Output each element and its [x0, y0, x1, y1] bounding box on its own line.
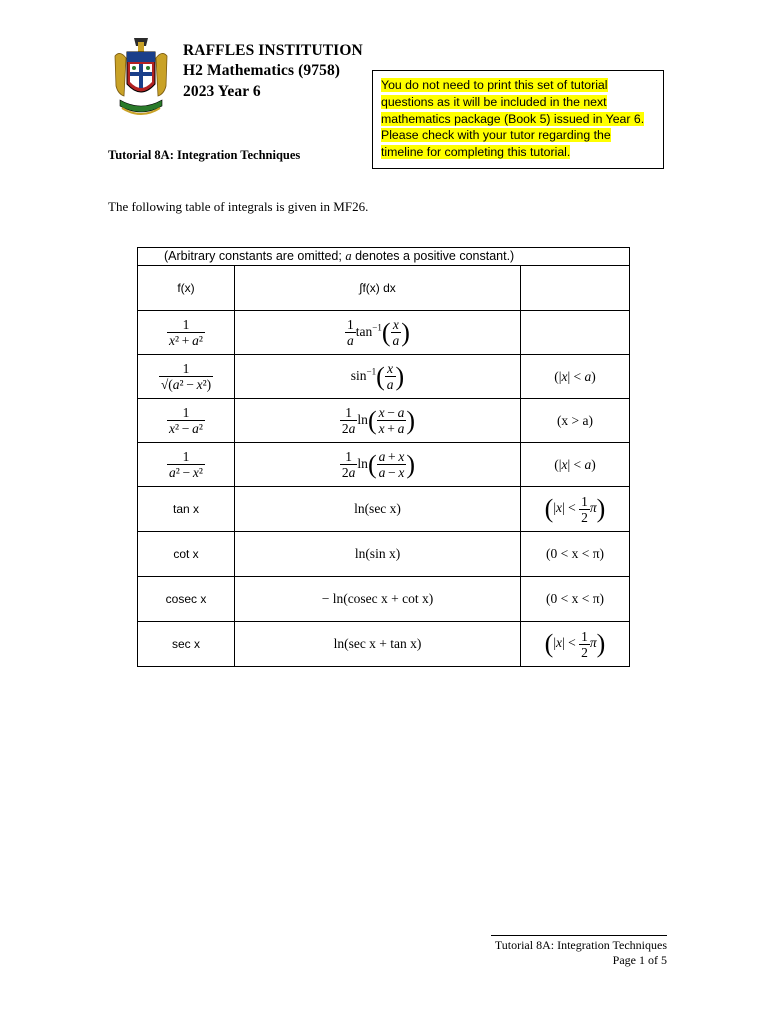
table-row: $\frac{1}{\text{√(a² − x²)}}$ $\sin^{-1}$( $\frac{x}{a}$ ) (|x| < a)	[138, 355, 630, 399]
subject-name: H2 Mathematics (9758)	[183, 62, 341, 79]
print-notice-box	[372, 70, 664, 169]
table-row: cosec x − ln(cosec x + cot x) (0 < x < π)	[138, 577, 630, 622]
header-condition	[521, 266, 630, 311]
footer-title: Tutorial 8A: Integration Techniques	[494, 938, 667, 952]
header-integral: ∫f(x) dx	[235, 266, 521, 311]
table-row: cot x ln(sin x) (0 < x < π)	[138, 532, 630, 577]
table-row: sec x ln(sec x + tan x) (|x| < $\frac{1}{2}$ π)	[138, 622, 630, 667]
footer-divider	[491, 935, 667, 936]
integrals-table	[137, 247, 630, 667]
table-row: $\frac{1}{\text{x² + a²}}$ $\frac{1}{a}$ $\tan^{-1}$( $\frac{x}{a}$ )	[138, 311, 630, 355]
institution-name: RAFFLES INSTITUTION	[183, 42, 363, 59]
table-row: $\frac{1}{\text{x² − a²}}$ $\frac{1}{2a}$ ln( $\frac{x - a}{x + a}$ ) (x > a)	[138, 399, 630, 443]
page-number: Page 1 of 5	[612, 953, 667, 967]
header-f-of-x: f(x)	[138, 266, 235, 311]
tutorial-title: Tutorial 8A: Integration Techniques	[108, 148, 301, 162]
print-notice-text: You do not need to print this set of tutorial questions as it will be included in the next mathematics package (Book 5) issued in Year 6. Please check with your tutor regarding the timeline for completing this tutorial.	[381, 78, 645, 160]
year-label: 2023 Year 6	[183, 83, 261, 100]
intro-text: The following table of integrals is given in MF26.	[108, 199, 369, 214]
table-row: tan x ln(sec x) (|x| < $\frac{1}{2}$ π)	[138, 487, 630, 532]
table-caption: (Arbitrary constants are omitted; a denotes a positive constant.)	[138, 248, 630, 266]
school-crest-logo	[112, 36, 170, 122]
table-row: $\frac{1}{\text{a² − x²}}$ $\frac{1}{2a}$ ln( $\frac{a + x}{a - x}$ ) (|x| < a)	[138, 443, 630, 487]
